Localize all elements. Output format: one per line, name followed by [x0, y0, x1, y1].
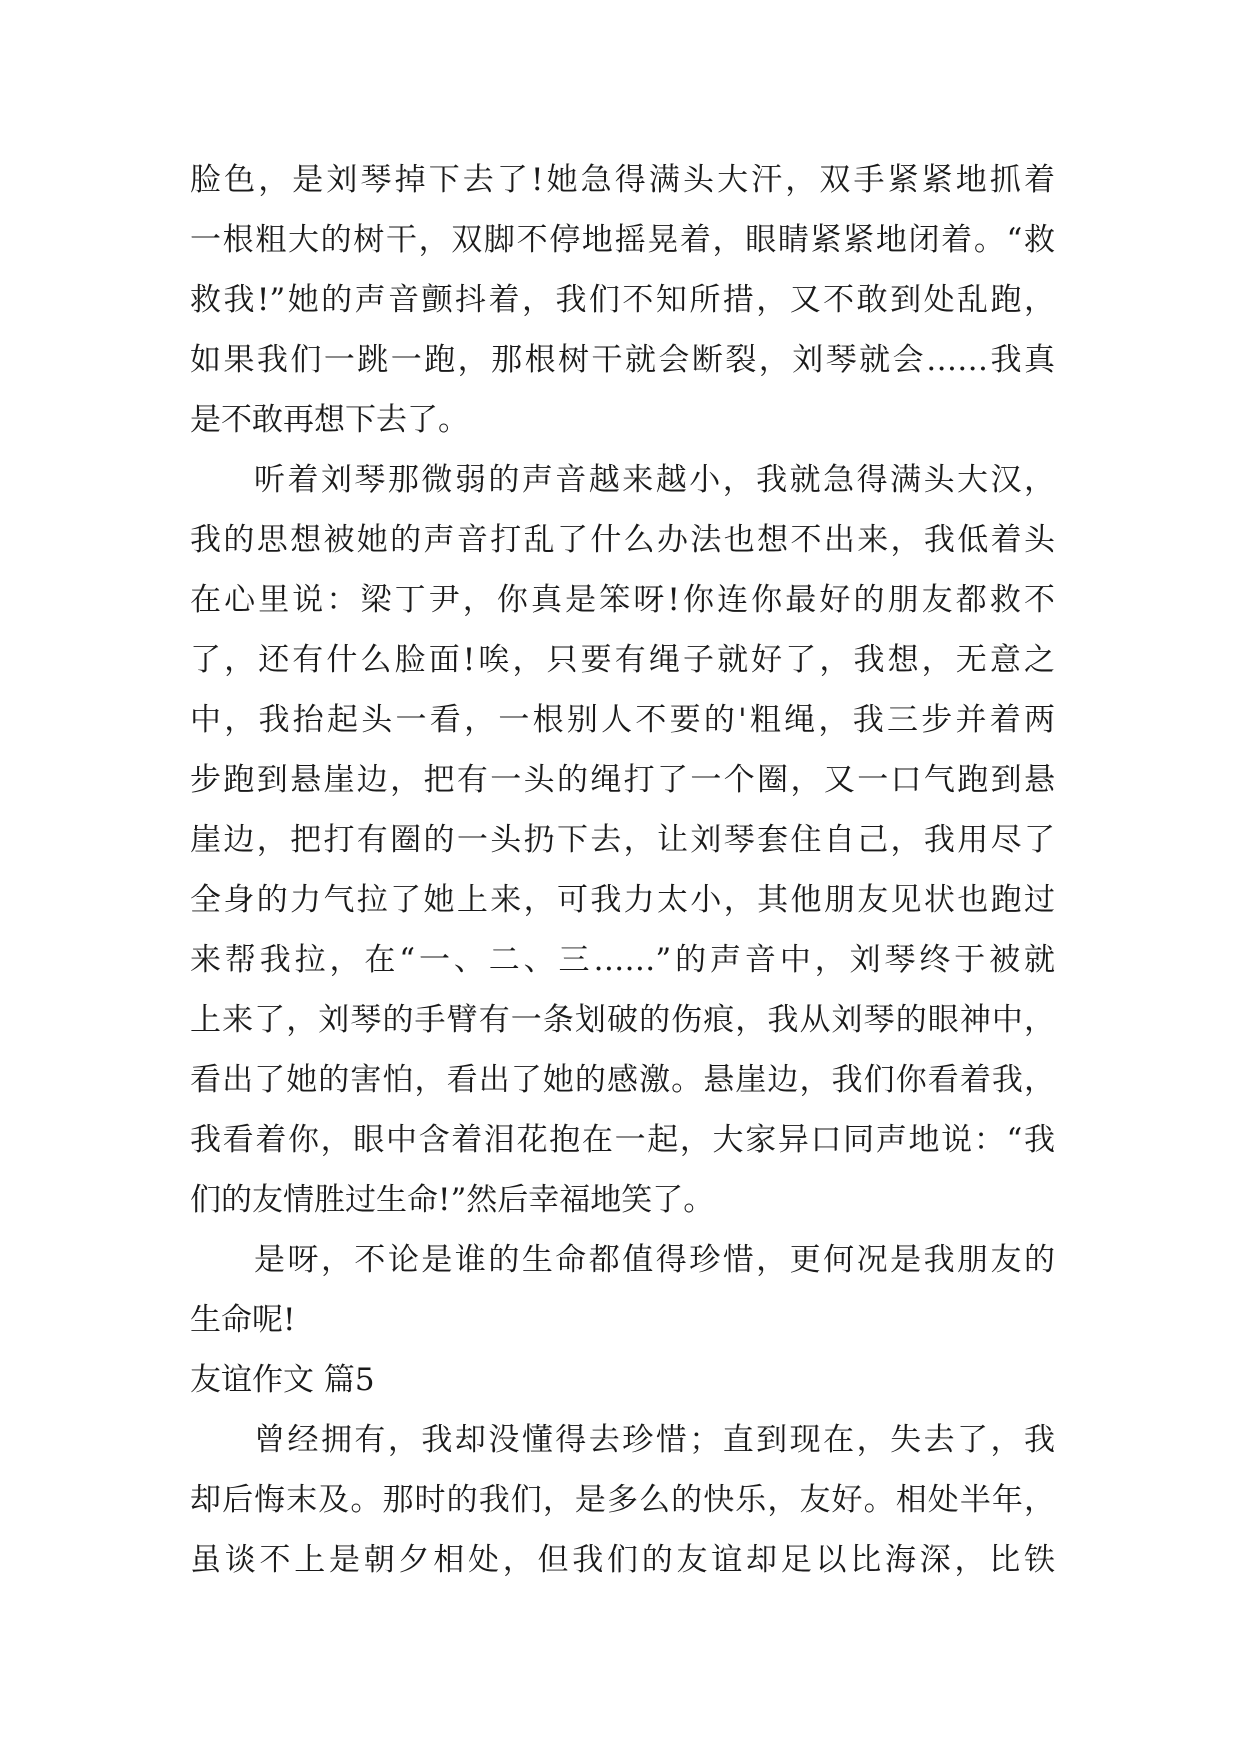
text-line: 生命呢!: [190, 1302, 296, 1338]
text-line: 中，我抬起头一看，一根别人不要的'粗绳，我三步并着两: [190, 702, 1055, 738]
document-body: [190, 150, 1055, 1590]
text-line: 曾经拥有，我却没懂得去珍惜；直到现在，失去了，我: [254, 1422, 1055, 1458]
text-line: 步跑到悬崖边，把有一头的绳打了一个圈，又一口气跑到悬: [190, 762, 1055, 798]
paragraph: [190, 450, 1055, 1230]
text-line: 听着刘琴那微弱的声音越来越小，我就急得满头大汉，: [254, 462, 1055, 498]
text-line: 上来了，刘琴的手臂有一条划破的伤痕，我从刘琴的眼神中，: [190, 1002, 1055, 1038]
text-line: 崖边，把打有圈的一头扔下去，让刘琴套住自己，我用尽了: [190, 822, 1055, 858]
text-line: 了，还有什么脸面!唉，只要有绳子就好了，我想，无意之: [190, 642, 1055, 678]
text-line: 我的思想被她的声音打乱了什么办法也想不出来，我低着头: [190, 522, 1055, 558]
text-line: 我看着你，眼中含着泪花抱在一起，大家异口同声地说：“我: [190, 1122, 1055, 1158]
text-line: 是呀，不论是谁的生命都值得珍惜，更何况是我朋友的: [254, 1242, 1055, 1278]
text-line: 如果我们一跳一跑，那根树干就会断裂，刘琴就会……我真: [190, 342, 1055, 378]
text-line: 们的友情胜过生命!”然后幸福地笑了。: [190, 1182, 715, 1218]
text-line: 来帮我拉，在“一、二、三……”的声音中，刘琴终于被就: [190, 942, 1055, 978]
text-line: 却后悔末及。那时的我们，是多么的快乐，友好。相处半年，: [190, 1482, 1055, 1518]
text-line: 看出了她的害怕，看出了她的感激。悬崖边，我们你看着我，: [190, 1062, 1055, 1098]
section-heading: 友谊作文 篇5: [190, 1362, 375, 1398]
text-line: 脸色，是刘琴掉下去了!她急得满头大汗，双手紧紧地抓着: [190, 162, 1055, 198]
text-line: 虽谈不上是朝夕相处，但我们的友谊却足以比海深，比铁: [190, 1542, 1055, 1578]
text-line: 救我!”她的声音颤抖着，我们不知所措，又不敢到处乱跑，: [190, 282, 1055, 318]
paragraph: [190, 150, 1055, 450]
paragraph: [190, 1230, 1055, 1350]
text-line: 全身的力气拉了她上来，可我力太小，其他朋友见状也跑过: [190, 882, 1055, 918]
text-line: 是不敢再想下去了。: [190, 402, 469, 438]
text-line: 一根粗大的树干，双脚不停地摇晃着，眼睛紧紧地闭着。“救: [190, 222, 1055, 258]
paragraph: [190, 1410, 1055, 1590]
text-line: 在心里说：梁丁尹，你真是笨呀!你连你最好的朋友都救不: [190, 582, 1055, 618]
